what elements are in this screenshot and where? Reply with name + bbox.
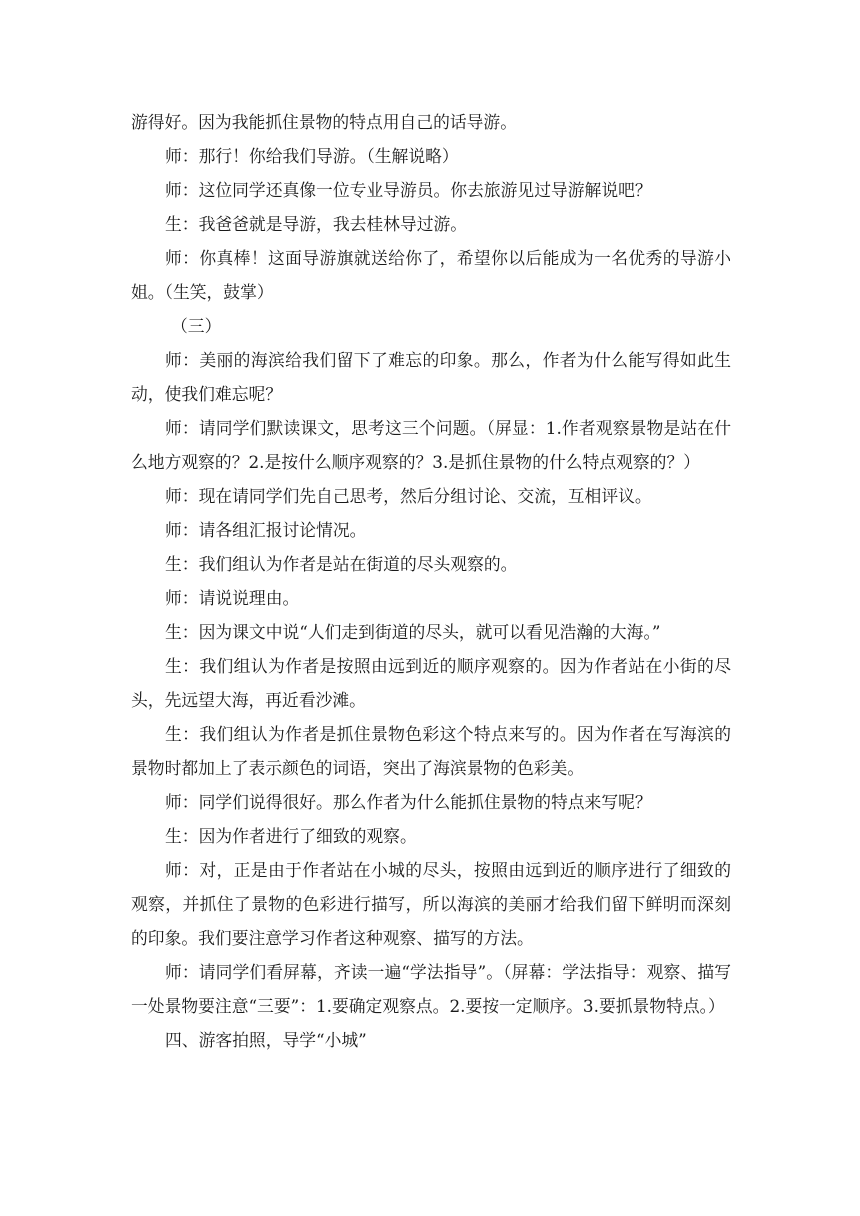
document-body: [131, 105, 731, 1057]
section-heading: 四、游客拍照，导学“小城”: [165, 1030, 367, 1050]
paragraph-teacher-line: 师：美丽的海滨给我们留下了难忘的印象。那么，作者为什么能写得如此生动，使我们难忘呢？: [131, 350, 731, 404]
paragraph-teacher-line: 师：对，正是由于作者站在小城的尽头，按照由远到近的顺序进行了细致的观察，并抓住了景物的色彩进行描写，所以海滨的美丽才给我们留下鲜明而深刻的印象。我们要注意学习作者这种观察、描写的方法。: [131, 860, 731, 948]
paragraph-student-line: 生：我们组认为作者是站在街道的尽头观察的。: [165, 554, 518, 574]
paragraph-teacher-line: 师：现在请同学们先自己思考，然后分组讨论、交流，互相评议。: [165, 486, 652, 506]
section-heading: （三）: [171, 316, 222, 336]
paragraph-student-line: 生：我们组认为作者是抓住景物色彩这个特点来写的。因为作者在写海滨的景物时都加上了表示颜色的词语，突出了海滨景物的色彩美。: [131, 724, 731, 778]
paragraph-student-line: 生：因为课文中说“人们走到街道的尽头，就可以看见浩瀚的大海。”: [165, 622, 661, 642]
paragraph-teacher-line: 师：请说说理由。: [165, 588, 300, 608]
paragraph-student-line: 生：我们组认为作者是按照由远到近的顺序观察的。因为作者站在小街的尽头，先远望大海，再近看沙滩。: [131, 656, 731, 710]
paragraph-student-line: 生：因为作者进行了细致的观察。: [165, 826, 417, 846]
paragraph-student-line: 生：我爸爸就是导游，我去桂林导过游。: [165, 214, 468, 234]
paragraph-teacher-line: 师：请各组汇报讨论情况。: [165, 520, 367, 540]
paragraph-teacher-line: 师：你真棒！这面导游旗就送给你了，希望你以后能成为一名优秀的导游小姐。（生笑，鼓掌）: [131, 248, 731, 302]
paragraph-teacher-line: 师：那行！你给我们导游。（生解说略）: [165, 146, 459, 166]
paragraph-teacher-line: 师：同学们说得很好。那么作者为什么能抓住景物的特点来写呢？: [165, 792, 652, 812]
paragraph-teacher-line: 师：请同学们默读课文，思考这三个问题。（屏显：1.作者观察景物是站在什么地方观察的？2.是按什么顺序观察的？3.是抓住景物的什么特点观察的？）: [131, 418, 731, 472]
paragraph-teacher-line: 师：这位同学还真像一位专业导游员。你去旅游见过导游解说吧？: [165, 180, 652, 200]
paragraph-teacher-line: 师：请同学们看屏幕，齐读一遍“学法指导”。（屏幕：学法指导：观察、描写一处景物要注意“三要”：1.要确定观察点。2.要按一定顺序。3.要抓景物特点。）: [131, 962, 731, 1016]
paragraph-continuation: 游得好。因为我能抓住景物的特点用自己的话导游。: [131, 112, 517, 132]
